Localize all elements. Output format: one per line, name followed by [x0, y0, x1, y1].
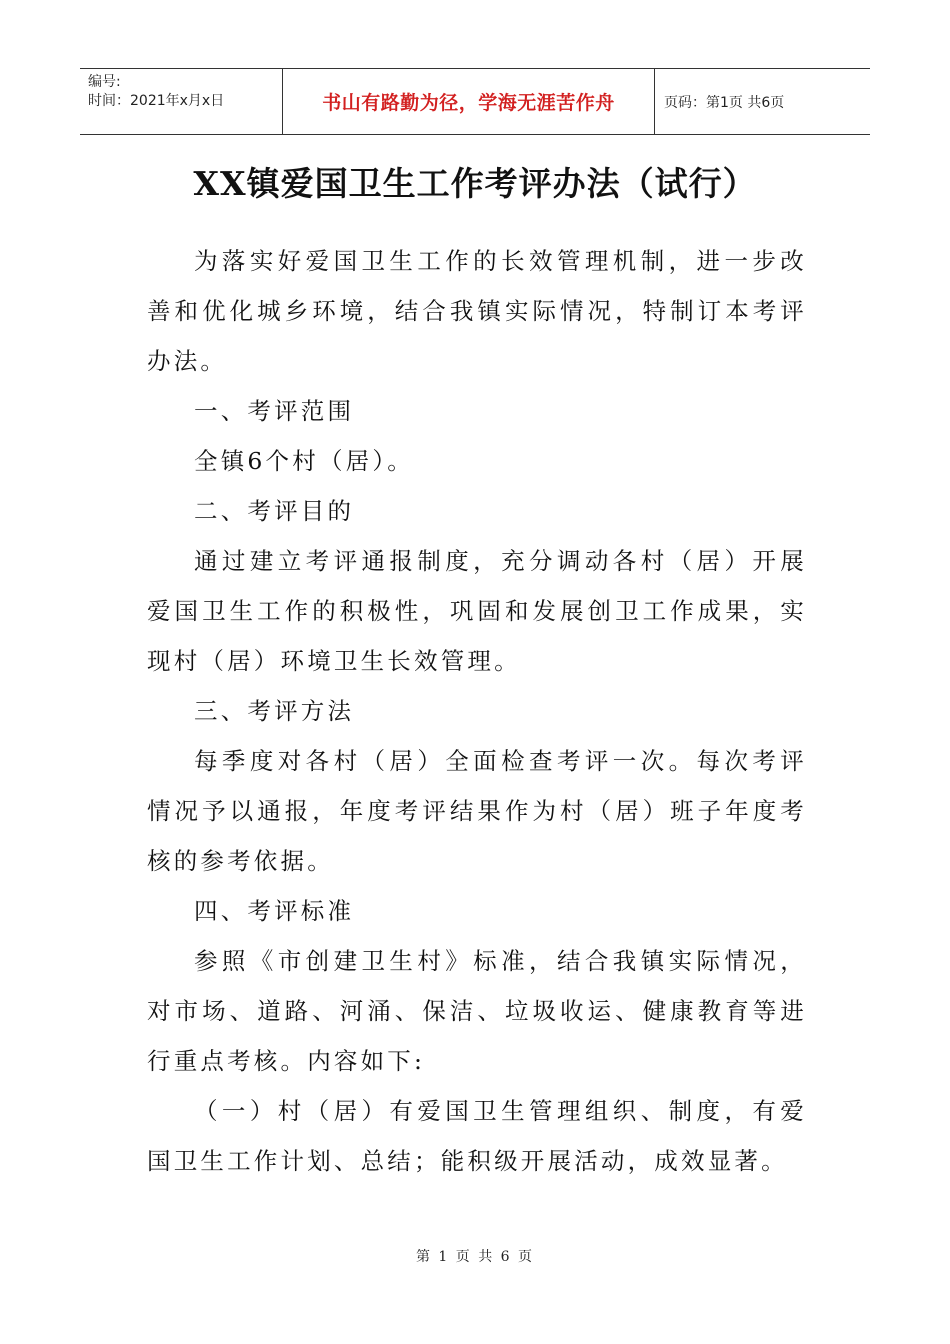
document-body	[147, 236, 807, 1186]
paragraph-intro: 为落实好爱国卫生工作的长效管理机制，进一步改善和优化城乡环境，结合我镇实际情况，特制订本考评办法。	[147, 247, 807, 375]
document-number-label: 编号:	[88, 74, 121, 90]
paragraph-scope: 全镇6个村（居）。	[194, 447, 415, 475]
paragraph-standard: 参照《市创建卫生村》标准，结合我镇实际情况，对市场、道路、河涌、保洁、垃圾收运、健康教育等进行重点考核。内容如下:	[147, 947, 807, 1075]
header-motto-cell	[282, 69, 655, 134]
document-time-label: 时间：2021年x月x日	[88, 93, 225, 109]
header-meta	[80, 69, 282, 134]
section-heading-scope: 一、考评范围	[194, 397, 355, 425]
section-heading-purpose: 二、考评目的	[194, 497, 355, 525]
header-page-info: 页码：第1页 共6页	[664, 94, 785, 111]
section-heading-standard: 四、考评标准	[194, 897, 355, 925]
page-footer: 第 1 页 共 6 页	[415, 1249, 535, 1265]
paragraph-item-1: （一）村（居）有爱国卫生管理组织、制度，有爱国卫生工作计划、总结；能积级开展活动，成效显著。	[147, 1097, 807, 1175]
document-header	[80, 68, 870, 135]
paragraph-method: 每季度对各村（居）全面检查考评一次。每次考评情况予以通报，年度考评结果作为村（居）班子年度考核的参考依据。	[147, 747, 807, 875]
section-heading-method: 三、考评方法	[194, 697, 355, 725]
paragraph-purpose: 通过建立考评通报制度，充分调动各村（居）开展爱国卫生工作的积极性，巩固和发展创卫工作成果，实现村（居）环境卫生长效管理。	[147, 547, 807, 675]
document-title: XX镇爱国卫生工作考评办法（试行）	[193, 164, 757, 203]
header-motto: 书山有路勤为径，学海无涯苦作舟	[322, 92, 615, 114]
